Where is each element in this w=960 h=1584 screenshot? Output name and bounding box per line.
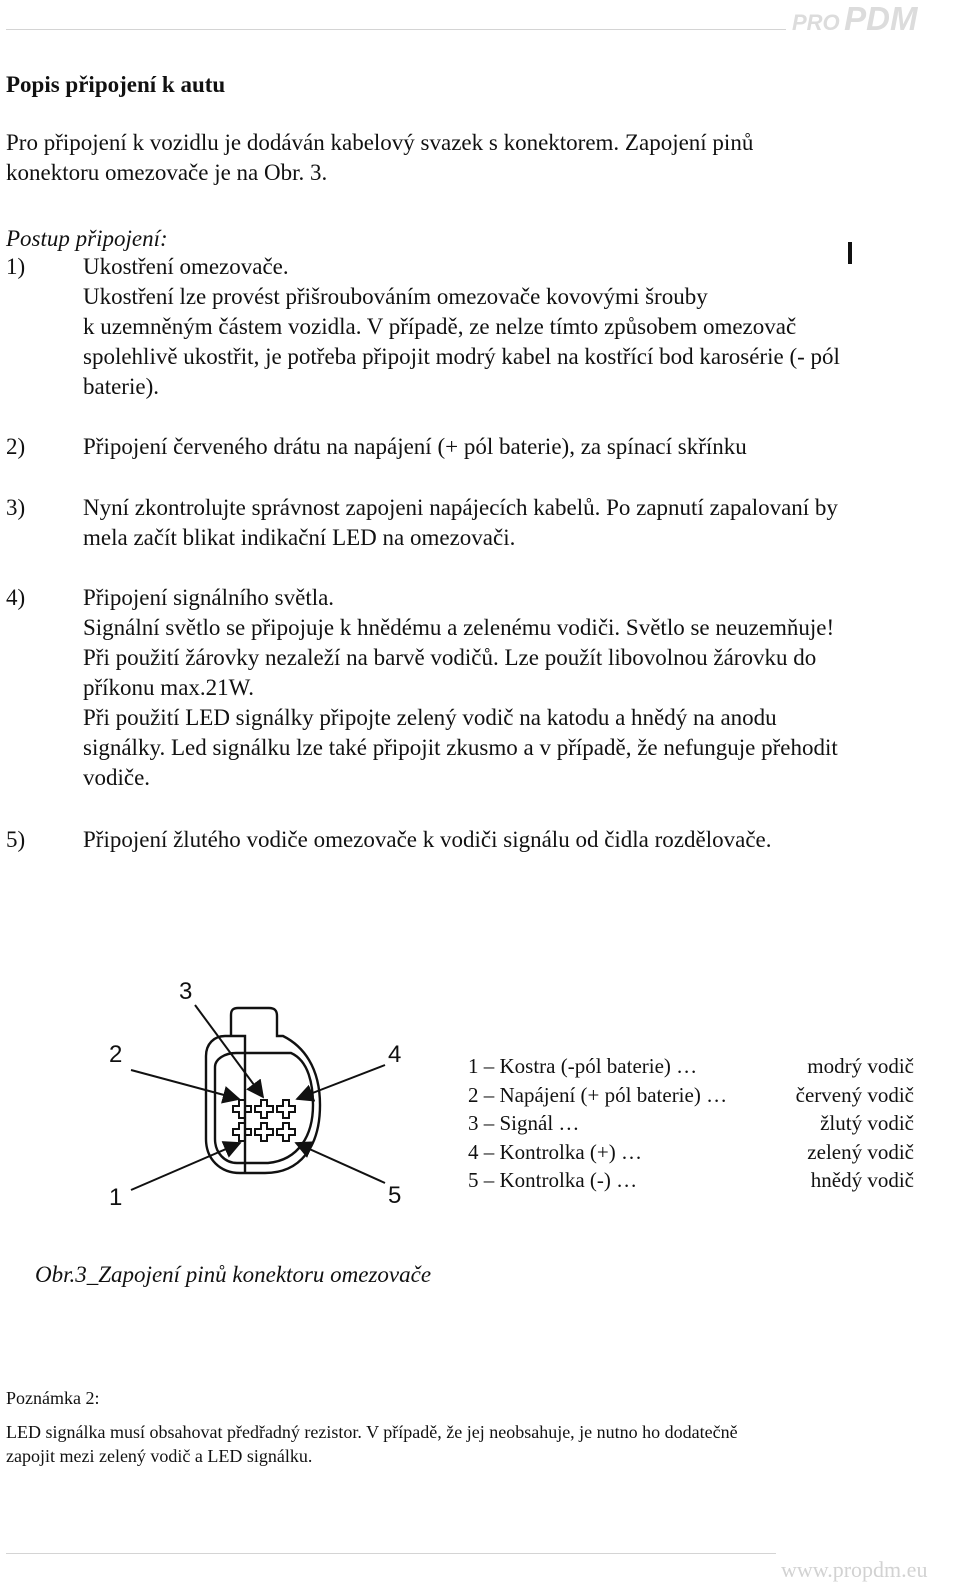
- figure-caption: Obr.3_Zapojení pinů konektoru omezovače: [35, 1262, 432, 1287]
- connector-diagram: [95, 975, 425, 1225]
- connector-body: [206, 1008, 320, 1173]
- footer-rule: [6, 1553, 776, 1554]
- note-line: zapojit mezi zelený vodič a LED signálku.: [6, 1446, 313, 1466]
- step-5-title: Připojení žlutého vodiče omezovače k vodiči signálu od čidla rozdělovače.: [83, 827, 772, 852]
- legend-row: 2 – Napájení (+ pól baterie) … červený vodič: [468, 1082, 914, 1107]
- step-number: 1): [6, 254, 26, 279]
- step-4-line: příkonu max.21W.: [83, 675, 254, 700]
- pin-label-4: 4: [388, 1041, 402, 1068]
- pin-label-5: 5: [388, 1182, 402, 1209]
- intro-line-2: konektoru omezovače je na Obr. 3.: [6, 160, 328, 185]
- step-4-line: Při použití žárovky nezaleží na barvě vodičů. Lze použít libovolnou žárovku do: [83, 645, 817, 670]
- step-number: 3): [6, 495, 26, 520]
- step-4-line: vodiče.: [83, 765, 151, 790]
- intro-line-1: Pro připojení k vozidlu je dodáván kabelový svazek s konektorem. Zapojení pinů: [6, 130, 754, 155]
- legend-row: 4 – Kontrolka (+) … zelený vodič: [468, 1139, 914, 1164]
- note-title: Poznámka 2:: [6, 1388, 100, 1408]
- step-3-line: Nyní zkontrolujte správnost zapojeni napájecích kabelů. Po zapnutí zapalovaní by: [83, 495, 838, 520]
- step-1-line: k uzemněným částem vozidla. V případě, ze nelze tímto způsobem omezovač: [83, 314, 797, 339]
- step-1-title: Ukostření omezovače.: [83, 254, 289, 279]
- revision-mark: [848, 242, 852, 264]
- propdm-logo: PRO PDM: [792, 0, 918, 37]
- footer-url: www.propdm.eu: [781, 1557, 928, 1582]
- step-3-line: mela začít blikat indikační LED na omezovači.: [83, 525, 516, 550]
- legend-row: 3 – Signál … žlutý vodič: [468, 1111, 914, 1135]
- step-1-line: baterie).: [83, 374, 159, 399]
- legend-row: 5 – Kontrolka (-) … hnědý vodič: [468, 1168, 914, 1192]
- pin-cavities: [233, 1100, 295, 1141]
- step-2-title: Připojení červeného drátu na napájení (+ pól baterie), za spínací skřínku: [83, 434, 747, 459]
- step-4-line: Při použití LED signálky připojte zelený vodič na katodu a hnědý na anodu: [83, 705, 777, 730]
- step-number: 5): [6, 827, 26, 852]
- pin-label-2: 2: [109, 1041, 123, 1068]
- step-4-line: signálky. Led signálku lze také připojit zkusmo a v případě, že nefunguje přehodit: [83, 735, 838, 760]
- pin-label-1: 1: [109, 1184, 123, 1211]
- step-4-title: Připojení signálního světla.: [83, 585, 335, 610]
- step-number: 4): [6, 585, 26, 610]
- pin-legend: [468, 1052, 914, 1195]
- step-number: 2): [6, 434, 26, 459]
- procedure-title: Postup připojení:: [6, 226, 168, 251]
- page-title: Popis připojení k autu: [6, 72, 226, 97]
- step-1-line: Ukostření lze provést přišroubováním omezovače kovovými šrouby: [83, 284, 708, 309]
- legend-row: 1 – Kostra (-pól baterie) … modrý vodič: [468, 1054, 914, 1078]
- pin-label-3: 3: [179, 978, 193, 1005]
- note-line: LED signálka musí obsahovat předřadný rezistor. V případě, že jej neobsahuje, je nutno ho dodatečně: [6, 1422, 738, 1442]
- step-4-line: Signální světlo se připojuje k hnědému a zelenému vodiči. Světlo se neuzemňuje!: [83, 615, 835, 640]
- header-rule: [6, 29, 786, 30]
- step-1-line: spolehlivě ukostřit, je potřeba připojit modrý kabel na kostřící bod karosérie (- pól: [83, 344, 840, 369]
